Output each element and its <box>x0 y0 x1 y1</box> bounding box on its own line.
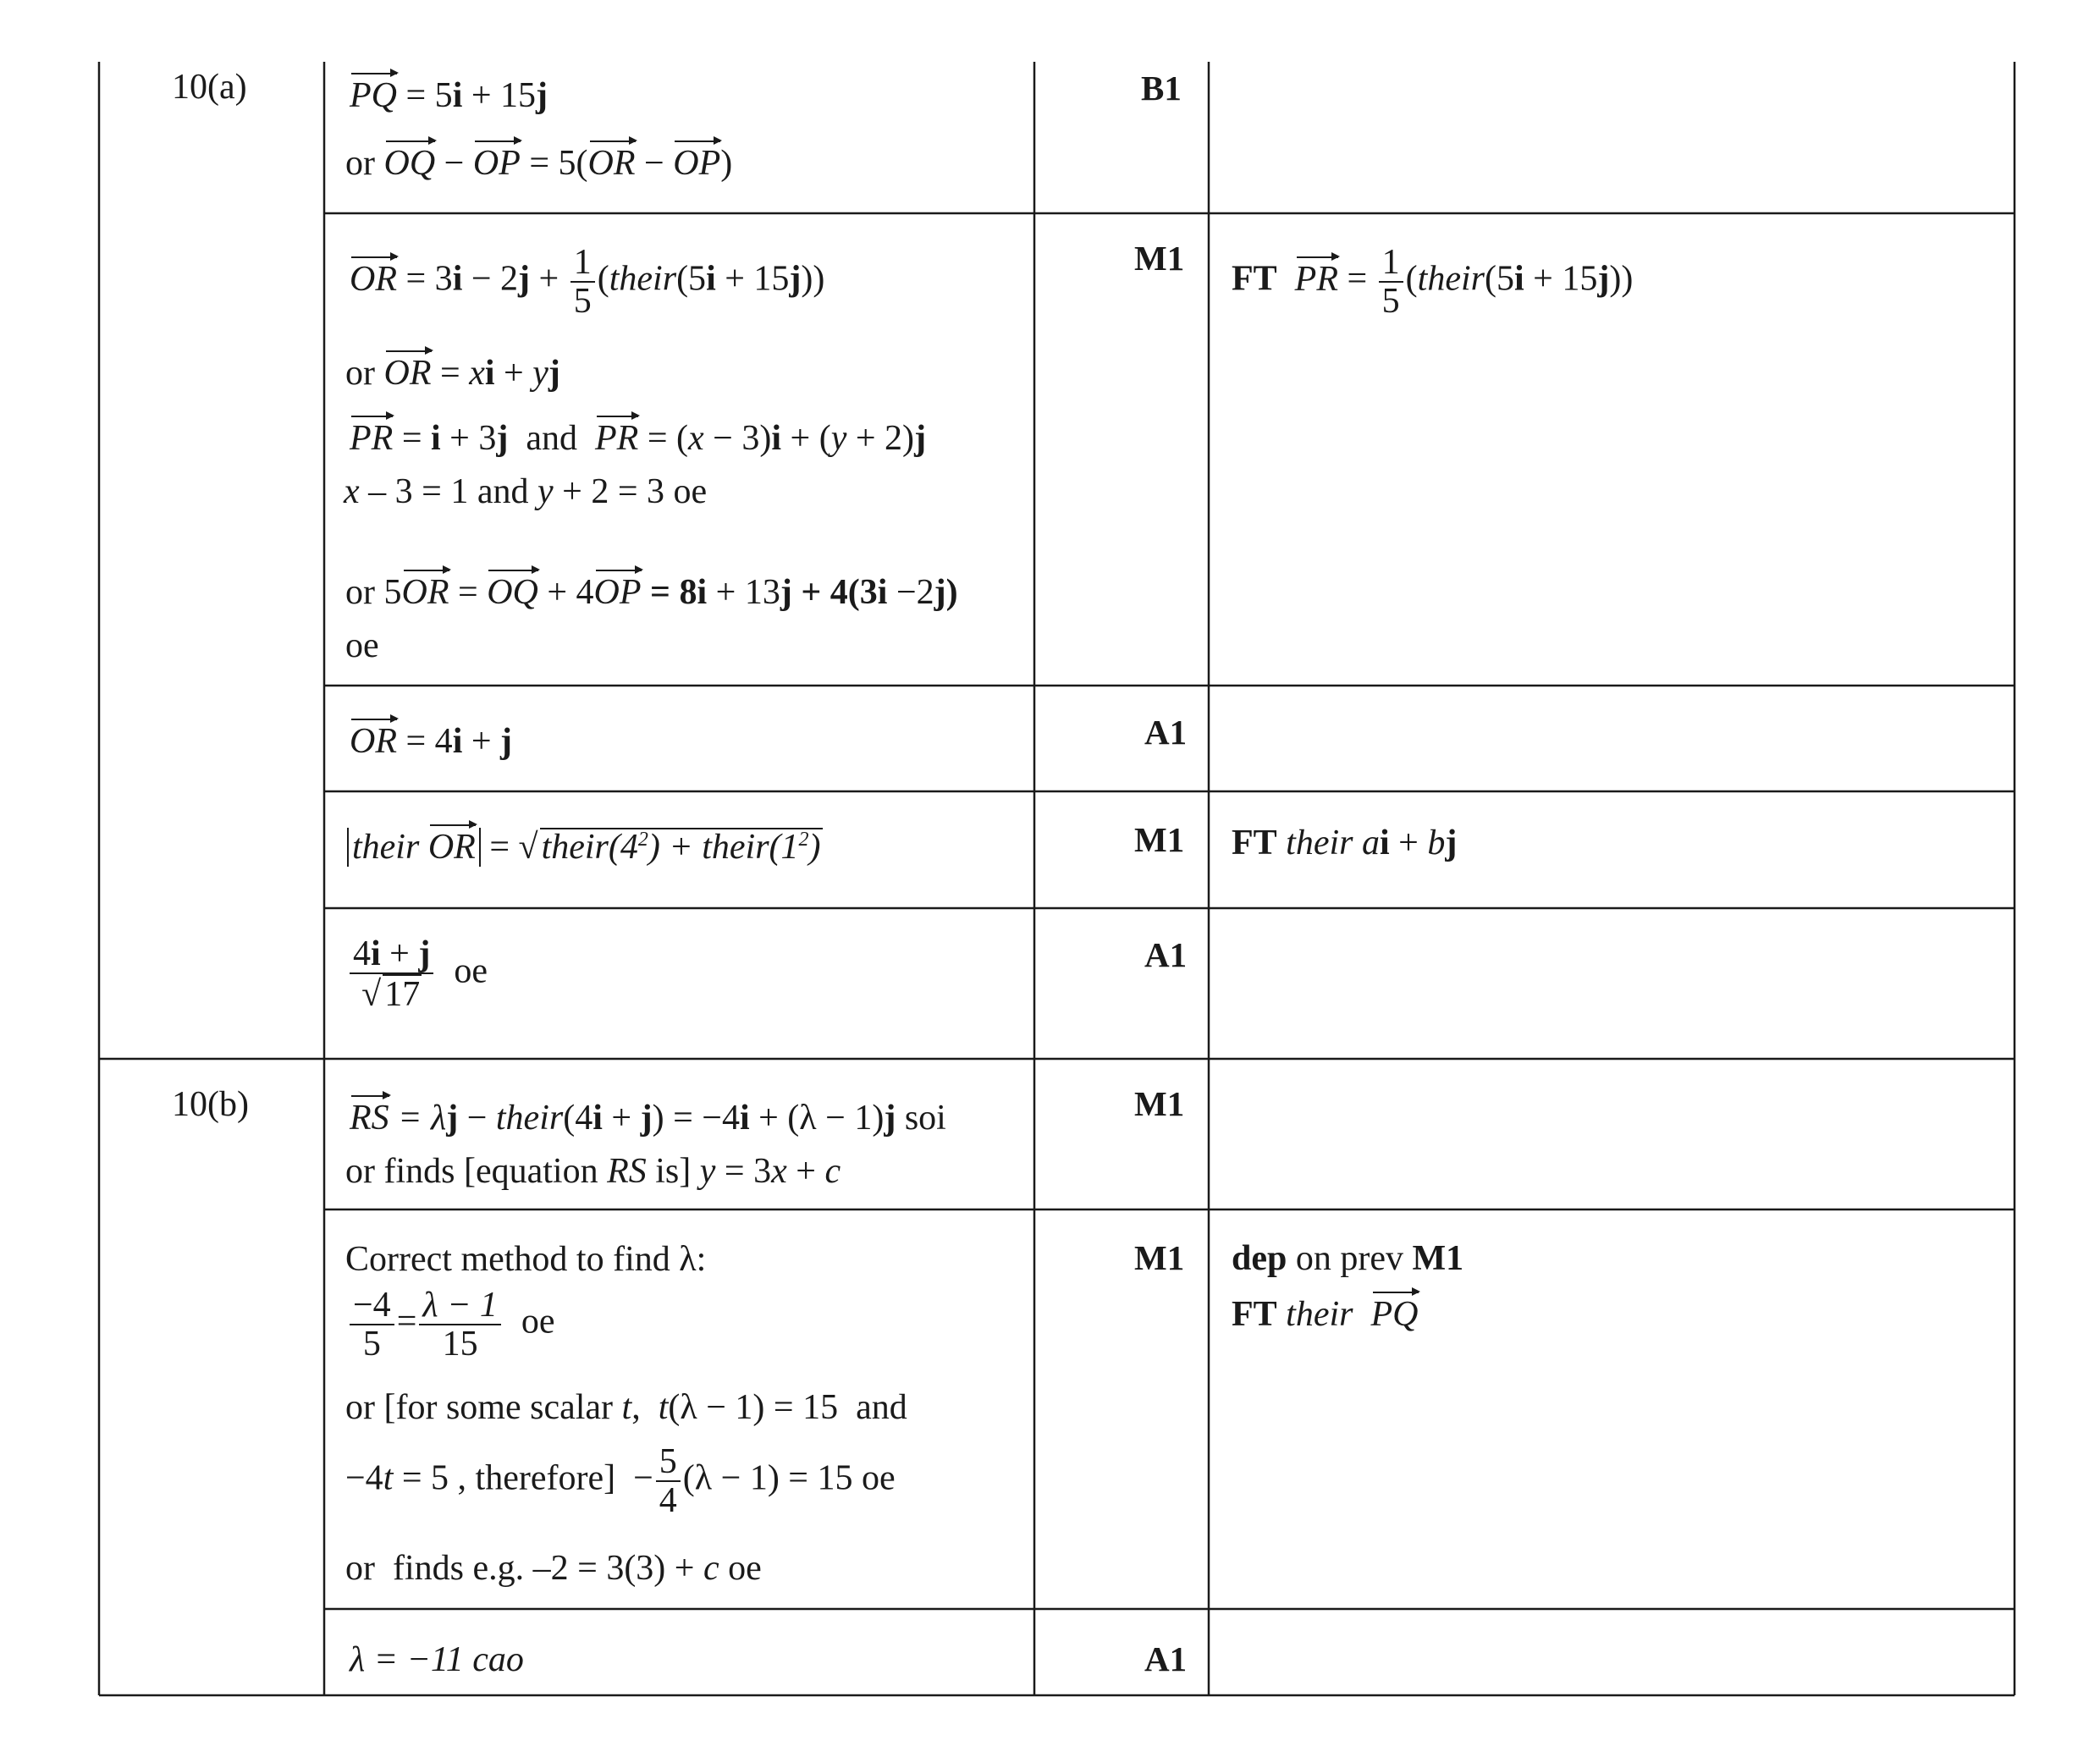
answer-line-ratio: $\frac{-4}{5}$ = $\frac{\lambda - 1}{15}$ oe <box>347 1286 555 1363</box>
answer-line-pr: PR = i + 3j and PR = (x − 3)i + (y + 2)j <box>350 419 927 458</box>
answer-line-equation-rs: or finds [equation RS is] y = 3x + c <box>345 1152 841 1191</box>
answer-line-alt: or OQ − OP = 5(OR − OP) <box>345 144 733 183</box>
guidance-dep: dep on prev M1 <box>1232 1239 1464 1278</box>
mark-m1: M1 <box>1134 1238 1185 1277</box>
answer-line-xy-equations: x – 3 = 1 and y + 2 = 3 oe <box>344 472 708 511</box>
answer-line-scalar: or [for some scalar t, t(λ − 1) = 15 and <box>345 1388 907 1427</box>
mark-m1: M1 <box>1134 1084 1185 1123</box>
guidance-ft-pq: FT their PQ <box>1232 1295 1419 1334</box>
mark-a1: A1 <box>1144 1639 1188 1678</box>
answer-line-method-heading: Correct method to find λ: <box>345 1240 707 1279</box>
guidance-ft-ai-bj: FT their ai + bj <box>1232 824 1458 862</box>
answer-line-finds: or finds e.g. –2 = 3(3) + c oe <box>345 1549 762 1588</box>
answer-line-lambda: λ = −11 cao <box>350 1640 524 1679</box>
guidance-ft-pr: FT PR = $\frac{1}{5}$ (their(5i + 15j)) <box>1232 243 1634 322</box>
vector-pq: PQ <box>350 76 397 115</box>
answer-line-or-xy: or OR = xi + yj <box>345 354 560 393</box>
square-root: $their(4^2)$ + $their(1^2)$ <box>541 828 821 867</box>
answer-line-or-result: OR = 4i + j <box>350 722 513 761</box>
answer-line-oe: oe <box>345 626 379 665</box>
answer-line-magnitude: their OR = $√their(4^2)$ + $their(1^2)$ <box>347 828 823 867</box>
fraction-one-fifth: $\frac{1}{5}$ <box>570 244 595 320</box>
mark-b1: B1 <box>1141 69 1182 107</box>
mark-a1: A1 <box>1144 935 1188 974</box>
answer-line-or-fraction: OR = 3i − 2j + $\frac{1}{5}$ (their(5i + 15j)) <box>350 243 825 322</box>
answer-line-therefore: −4t = 5 , therefore] − $\frac{5}{4}$ (λ − 1) = 15 oe <box>345 1442 896 1521</box>
mark-m1: M1 <box>1134 239 1185 278</box>
mark-a1: A1 <box>1144 713 1188 752</box>
absolute-value: their OR <box>347 828 481 867</box>
answer-line-unit-vector: $\frac{4i + j}{√17}$ oe <box>347 935 488 1013</box>
fraction-unit-vector: $\frac{4i + j}{√17}$ <box>350 935 433 1013</box>
answer-line-pq: PQ = 5i + 15j <box>350 76 548 115</box>
question-number-10a: 10(a) <box>172 68 247 107</box>
answer-line-5or: or 5OR = OQ + 4OP = 8i + 13j + 4(3i −2j) <box>345 573 958 612</box>
question-number-10b: 10(b) <box>172 1085 249 1124</box>
mark-m1: M1 <box>1134 820 1185 859</box>
answer-line-rs: RS = λj − their(4i + j) = −4i + (λ − 1)j soi <box>350 1099 946 1138</box>
